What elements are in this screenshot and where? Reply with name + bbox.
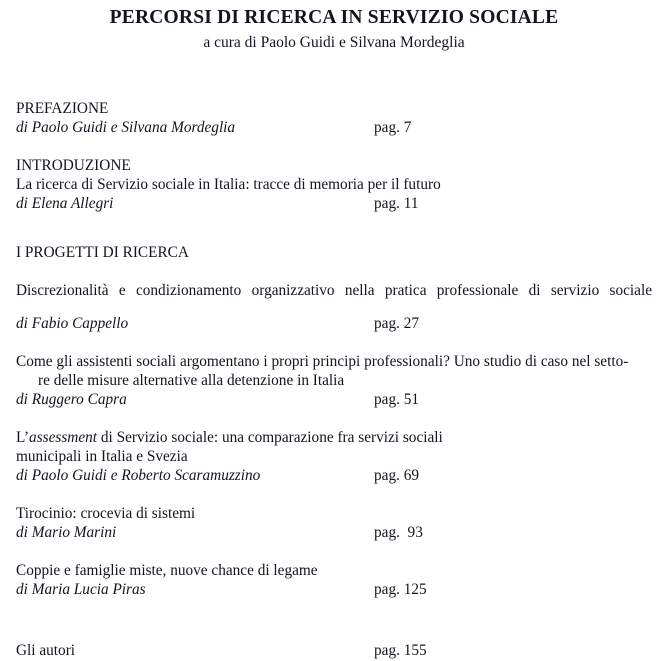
- toc-title-guidi-line2: municipali in Italia e Svezia: [16, 448, 188, 466]
- toc-author-marini: di Mario Marini: [16, 524, 117, 542]
- toc-entry-introduzione: [16, 156, 652, 213]
- toc-label-gli-autori: Gli autori: [16, 642, 76, 660]
- toc-row-cappello: [16, 314, 652, 333]
- toc-entry-piras: [16, 561, 652, 599]
- toc-author-introduzione: di Elena Allegri: [16, 195, 114, 213]
- toc-row-piras: [16, 580, 652, 599]
- toc-page-guidi-scaramuzzino: pag. 69: [374, 467, 420, 485]
- toc-title-guidi-prefix: L’: [16, 429, 30, 447]
- toc-row-guidi-scaramuzzino: [16, 466, 652, 485]
- toc-section-heading-progetti: [16, 243, 652, 262]
- toc-title-capra-line1: Come gli assistenti sociali argomentano i propri principi professionali? Uno studio di caso nel setto-: [16, 353, 629, 371]
- toc-page-capra: pag. 51: [374, 391, 420, 409]
- toc-row-capra: [16, 390, 652, 409]
- toc-title-capra-line2: re delle misure alternative alla detenzione in Italia: [38, 372, 345, 390]
- toc-author-guidi-scaramuzzino: di Paolo Guidi e Roberto Scaramuzzino: [16, 467, 261, 485]
- toc-title-piras: Coppie e famiglie miste, nuove chance di legame: [16, 562, 318, 580]
- toc-row-prefazione: [16, 118, 652, 137]
- toc-page-marini: pag. 93: [374, 524, 423, 542]
- toc-author-piras: di Maria Lucia Piras: [16, 581, 146, 599]
- toc-title-guidi-line1: [16, 428, 652, 447]
- toc-page-gli-autori: pag. 155: [374, 642, 427, 660]
- toc-entry-gli-autori: [16, 641, 652, 660]
- toc-entry-guidi-scaramuzzino: [16, 428, 652, 485]
- toc-title-cappello: Discrezionalità e condizionamento organizzativo nella pratica professionale di servizio sociale: [16, 282, 652, 300]
- table-of-contents: [16, 99, 652, 660]
- toc-title-guidi-suffix: di Servizio sociale: una comparazione fra servizi sociali: [97, 429, 443, 447]
- toc-row-introduzione: [16, 194, 652, 213]
- toc-entry-prefazione: [16, 99, 652, 137]
- toc-entry-marini: [16, 504, 652, 542]
- toc-row-marini: [16, 523, 652, 542]
- toc-title-marini: Tirocinio: crocevia di sistemi: [16, 505, 196, 523]
- toc-entry-capra: [16, 352, 652, 409]
- toc-title-introduzione: La ricerca di Servizio sociale in Italia: tracce di memoria per il futuro: [16, 176, 441, 194]
- toc-row-gli-autori: [16, 641, 652, 660]
- toc-author-capra: di Ruggero Capra: [16, 391, 127, 409]
- toc-heading-introduzione: INTRODUZIONE: [16, 157, 131, 175]
- toc-author-cappello: di Fabio Cappello: [16, 315, 129, 333]
- toc-heading-progetti: I PROGETTI DI RICERCA: [16, 244, 189, 262]
- toc-page-introduzione: pag. 11: [374, 195, 419, 213]
- toc-page-piras: pag. 125: [374, 581, 427, 599]
- toc-title-guidi-italic: assessment: [29, 429, 98, 447]
- document-subtitle: a cura di Paolo Guidi e Silvana Mordeglia: [203, 34, 465, 52]
- toc-author-prefazione: di Paolo Guidi e Silvana Mordeglia: [16, 119, 236, 137]
- toc-page-prefazione: pag. 7: [374, 119, 412, 137]
- toc-entry-cappello: [16, 281, 652, 333]
- toc-heading-prefazione: PREFAZIONE: [16, 100, 109, 118]
- document-title: PERCORSI DI RICERCA IN SERVIZIO SOCIALE: [109, 7, 559, 28]
- toc-page-cappello: pag. 27: [374, 315, 420, 333]
